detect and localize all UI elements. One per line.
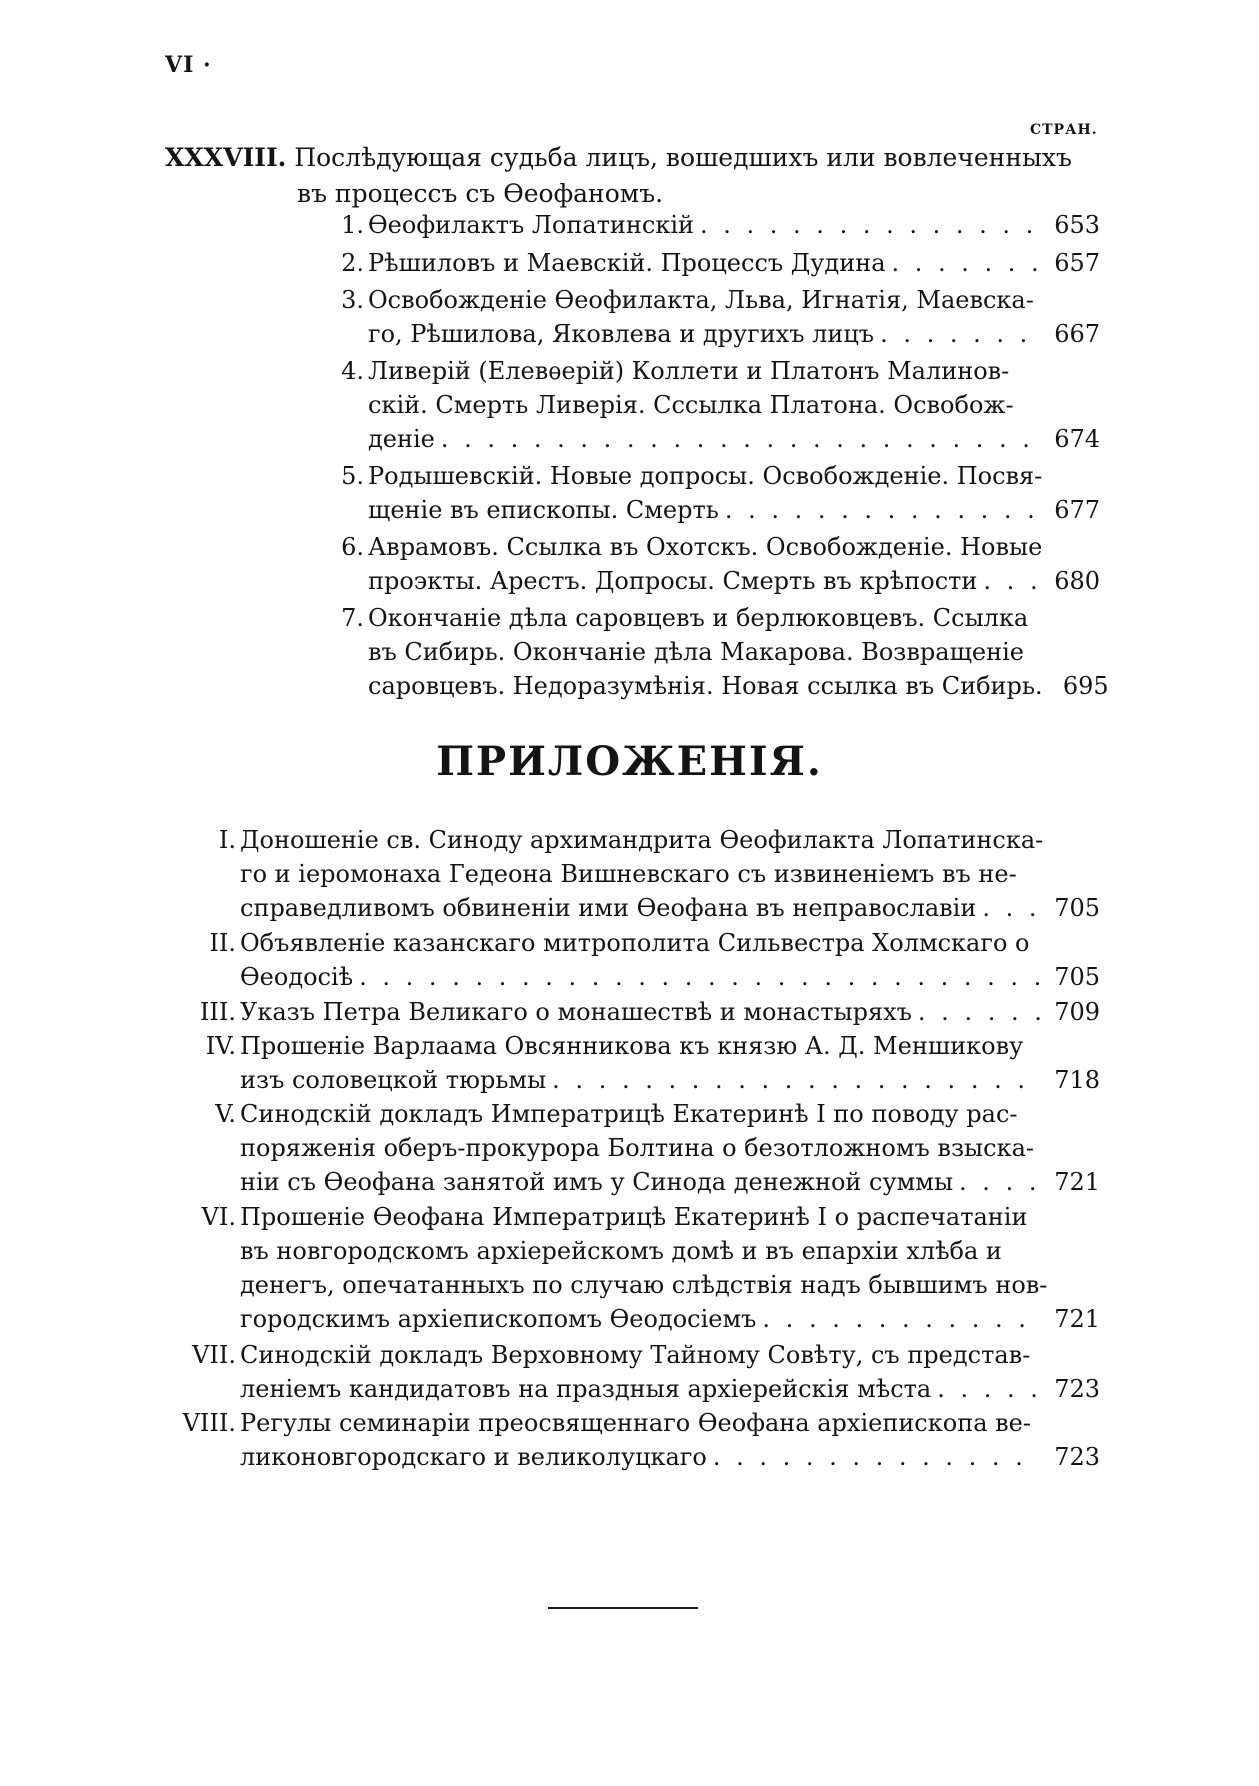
entry-body [240, 1338, 1100, 1406]
entry-text-line: саровцевъ. Недоразумѣнія. Новая ссылка въ Сибирь. [368, 671, 1043, 700]
entry-text-line: Прошеніе Ѳеофана Императрицѣ Екатеринѣ I о распечатаніи [240, 1203, 1028, 1232]
dot-leader [982, 891, 1040, 925]
entry-text-line: Доношеніе св. Синоду архимандрита Ѳеофилакта Лопатинска- [240, 826, 1044, 854]
page-reference: 723 [1054, 1443, 1100, 1472]
entry-text-line: скій. Смерть Ливерія. Сссылка Платона. Освобож- [368, 391, 1014, 419]
dot-leader [880, 317, 1040, 351]
page-reference: 718 [1054, 1065, 1100, 1094]
entry-last-line [240, 1372, 1100, 1406]
page-reference: 677 [1054, 495, 1100, 524]
entry-body [240, 995, 1100, 1029]
entry-number: 5. [341, 461, 364, 490]
entry-number: 4. [341, 357, 364, 385]
entry-text-line: го и іеромонаха Гедеона Вишневскаго съ извиненіемъ въ не- [240, 860, 1017, 888]
entry-body [368, 246, 1100, 280]
page-reference: 680 [1054, 566, 1100, 595]
entry-text-line: Окончаніе дѣла саровцевъ и берлюковцевъ. Ссылка [368, 603, 1029, 632]
entry-body [240, 1097, 1100, 1199]
chapter-roman-numeral: XXXVIII. [165, 143, 287, 172]
entry-number: 6. [341, 532, 364, 561]
entry-text-line: го, Рѣшилова, Яковлева и другихъ лицъ [368, 320, 875, 348]
entry-text-line: Указъ Петра Великаго о монашествѣ и монастыряхъ [240, 997, 912, 1026]
entry-text-line: Регулы семинаріи преосвященнаго Ѳеофана архіепископа ве- [240, 1409, 1031, 1438]
entry-number: 7. [341, 603, 364, 632]
page-reference: 705 [1054, 894, 1100, 922]
appendix-title: ПРИЛОЖЕНІЯ. [436, 738, 823, 785]
entry-number: 1. [341, 211, 364, 239]
entry-text-line: Ѳеофилактъ Лопатинскій [368, 211, 695, 239]
dot-leader [700, 208, 1040, 242]
entry-number: VII. [192, 1340, 236, 1369]
entry-text-line: денегъ, опечатанныхъ по случаю слѣдствія надъ бывшимъ нов- [240, 1271, 1048, 1300]
dot-leader [552, 1063, 1040, 1097]
entry-last-line [240, 891, 1100, 925]
dot-leader [713, 1440, 1040, 1474]
entry-last-line [368, 669, 1109, 703]
entry-number: VIII. [182, 1409, 236, 1438]
chapter-heading [165, 140, 1085, 212]
entry-text-line: въ Сибирь. Окончаніе дѣла Макарова. Возвращеніе [368, 637, 1024, 666]
page-reference: 657 [1054, 248, 1100, 277]
entry-body [368, 459, 1100, 527]
entry-body [368, 530, 1100, 598]
entry-body [240, 1406, 1100, 1474]
entry-text-line: ніи съ Ѳеофана занятой имъ у Синода денежной суммы [240, 1168, 954, 1197]
dot-leader [441, 422, 1040, 456]
entry-body [240, 1200, 1100, 1336]
page-reference: 723 [1054, 1374, 1100, 1403]
entry-number: 3. [341, 286, 364, 314]
page-reference: 721 [1054, 1305, 1100, 1334]
entry-body [240, 823, 1100, 925]
entry-number: IV. [205, 1031, 236, 1060]
dot-leader [762, 1302, 1040, 1336]
entry-text-line: Ѳеодосіѣ [240, 962, 354, 991]
dot-leader [892, 246, 1041, 280]
entry-number: I. [218, 826, 236, 854]
page-reference: 705 [1054, 962, 1100, 991]
dot-leader [959, 1165, 1040, 1199]
entry-text-line: Синодскій докладъ Императрицѣ Екатеринѣ I по поводу рас- [240, 1100, 1018, 1129]
entry-last-line [240, 1440, 1100, 1474]
entry-number: III. [199, 997, 236, 1026]
entry-number: 2. [341, 248, 364, 277]
entry-number: VI. [201, 1203, 236, 1232]
entry-number: II. [209, 928, 236, 957]
entry-body [368, 601, 1109, 703]
entry-text-line: въ новгородскомъ архіерейскомъ домѣ и въ епархіи хлѣба и [240, 1237, 1002, 1266]
entry-last-line [240, 1063, 1100, 1097]
dot-leader [937, 1372, 1040, 1406]
page-reference: 653 [1054, 211, 1100, 239]
entry-text-line: изъ соловецкой тюрьмы [240, 1065, 547, 1094]
entry-last-line [368, 564, 1100, 598]
entry-text-line: Родышевскій. Новые допросы. Освобожденіе. Посвя- [368, 461, 1043, 490]
page-column-label: СТРАН. [1030, 122, 1098, 138]
page-reference: 721 [1054, 1168, 1100, 1197]
entry-last-line [240, 960, 1100, 994]
entry-text-line: деніе [368, 425, 435, 453]
entry-last-line [240, 1302, 1100, 1336]
entry-text-line: поряженія оберъ-прокурора Болтина о безотложномъ взыска- [240, 1134, 1034, 1163]
entry-last-line [368, 493, 1100, 527]
page-reference: 667 [1054, 320, 1100, 348]
entry-last-line [240, 1165, 1100, 1199]
entry-number: V. [215, 1100, 236, 1129]
entry-text-line: Освобожденіе Ѳеофилакта, Льва, Игнатія, Маевска- [368, 286, 1034, 314]
entry-last-line [368, 422, 1100, 456]
entry-body [240, 926, 1100, 994]
closing-rule [548, 1607, 698, 1609]
chapter-title-line: Послѣдующая судьба лицъ, вошедшихъ или вовлеченныхъ [294, 143, 1072, 172]
entry-text-line: Прошеніе Варлаама Овсянникова къ князю А. Д. Меншикову [240, 1031, 1024, 1060]
entry-text-line: ликоновгородскаго и великолуцкаго [240, 1443, 707, 1472]
chapter-title-line: въ процессъ съ Ѳеофаномъ. [297, 179, 664, 208]
entry-last-line [368, 208, 1100, 242]
entry-text-line: Аврамовъ. Ссылка въ Охотскъ. Освобожденіе. Новые [368, 532, 1043, 561]
page-reference: 674 [1054, 425, 1100, 453]
dot-leader [983, 564, 1040, 598]
page-reference: 695 [1062, 671, 1109, 700]
entry-text-line: проэкты. Арестъ. Допросы. Смерть въ крѣпости [368, 566, 978, 595]
entry-body [240, 1029, 1100, 1097]
page-number: VI · [165, 52, 212, 78]
dot-leader [918, 995, 1040, 1029]
entry-text-line: Ливерій (Елевѳерій) Коллети и Платонъ Малинов- [368, 357, 1010, 385]
entry-body [368, 354, 1100, 456]
entry-last-line [368, 317, 1100, 351]
entry-last-line [368, 246, 1100, 280]
dot-leader [725, 493, 1040, 527]
entry-text-line: Рѣшиловъ и Маевскій. Процессъ Дудина [368, 248, 886, 277]
entry-text-line: Синодскій докладъ Верховному Тайному Совѣту, съ представ- [240, 1340, 1031, 1369]
entry-body [368, 283, 1100, 351]
dot-leader [359, 960, 1040, 994]
entry-text-line: городскимъ архіепископомъ Ѳеодосіемъ [240, 1305, 757, 1334]
page-reference: 709 [1054, 997, 1100, 1026]
entry-text-line: леніемъ кандидатовъ на праздныя архіерейскія мѣста [240, 1374, 932, 1403]
entry-body [368, 208, 1100, 242]
entry-text-line: Объявленіе казанскаго митрополита Сильвестра Холмскаго о [240, 928, 1030, 957]
entry-last-line [240, 995, 1100, 1029]
entry-text-line: справедливомъ обвиненіи ими Ѳеофана въ неправославіи [240, 894, 977, 922]
entry-text-line: щеніе въ епископы. Смерть [368, 495, 719, 524]
